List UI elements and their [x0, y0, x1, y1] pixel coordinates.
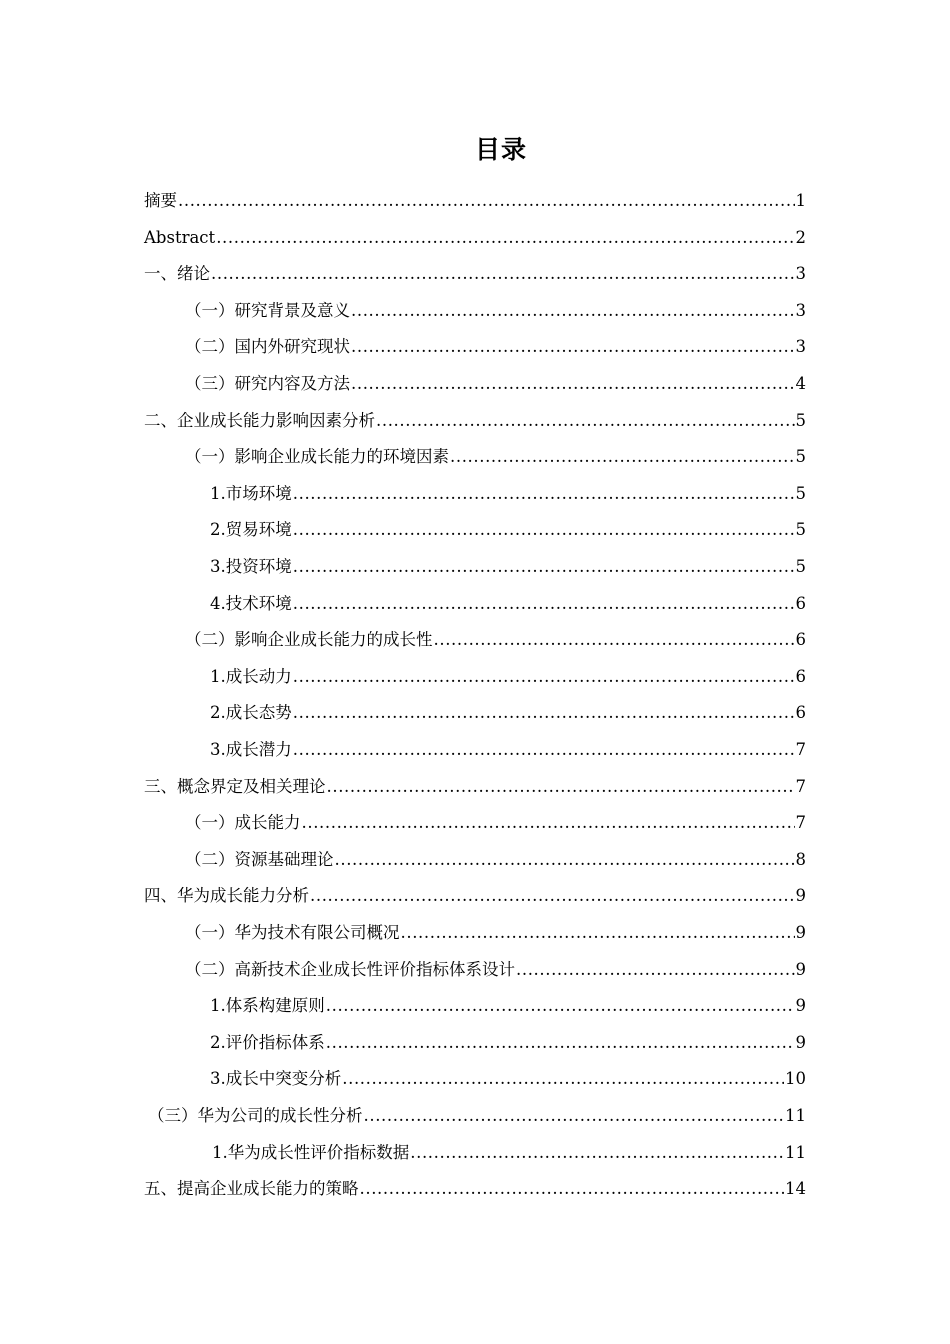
- toc-entry[interactable]: [210, 477, 806, 505]
- toc-page-number: 11: [785, 1106, 806, 1125]
- toc-entry-label: （三）华为公司的成长性分析: [148, 1106, 363, 1125]
- toc-entry-label: 摘要: [144, 191, 177, 210]
- toc-entry-label: 3.成长中突变分析: [210, 1069, 342, 1089]
- toc-dot-leader: [326, 1032, 795, 1054]
- toc-page-number: 9: [795, 886, 806, 906]
- toc-dot-leader: [364, 1105, 785, 1127]
- toc-page-number: 14: [785, 1179, 806, 1199]
- toc-entry-label: 1.市场环境: [210, 483, 292, 503]
- toc-dot-leader: [293, 483, 795, 505]
- toc-page-number: 1: [795, 191, 806, 210]
- toc-entry-label: 二、企业成长能力影响因素分析: [144, 410, 375, 430]
- toc-dot-leader: [293, 666, 795, 688]
- toc-dot-leader: [342, 1068, 784, 1090]
- toc-dot-leader: [327, 776, 795, 798]
- toc-page-number: 9: [795, 1032, 806, 1052]
- toc-entry[interactable]: [212, 1136, 806, 1164]
- toc-entry[interactable]: [185, 367, 806, 395]
- toc-entry[interactable]: [210, 660, 806, 688]
- toc-entry-label: （二）资源基础理论: [185, 849, 334, 869]
- toc-page-number: 6: [795, 703, 806, 723]
- toc-page-number: 5: [795, 557, 806, 576]
- toc-page-number: 10: [785, 1069, 806, 1089]
- toc-page-number: 5: [795, 520, 806, 540]
- toc-entry[interactable]: [210, 989, 806, 1017]
- toc-entry-label: （一）成长能力: [185, 813, 301, 833]
- toc-entry[interactable]: [210, 1026, 806, 1054]
- toc-page-number: 3: [795, 337, 806, 357]
- toc-dot-leader: [293, 702, 795, 724]
- toc-dot-leader: [516, 959, 795, 981]
- toc-entry[interactable]: [144, 221, 806, 249]
- toc-entry[interactable]: [210, 696, 806, 724]
- toc-entry[interactable]: [144, 770, 806, 798]
- toc-dot-leader: [434, 629, 795, 651]
- toc-entry[interactable]: [185, 953, 806, 981]
- toc-entry[interactable]: [148, 1099, 806, 1127]
- toc-page-number: 6: [795, 630, 806, 650]
- toc-dot-leader: [326, 995, 795, 1017]
- toc-page-number: 7: [795, 776, 806, 796]
- toc-title: 目录: [474, 135, 527, 164]
- toc-entry-label: 1.成长动力: [210, 666, 292, 686]
- toc-entry-label: （一）研究背景及意义: [185, 300, 350, 320]
- toc-dot-leader: [216, 227, 794, 249]
- toc-dot-leader: [376, 410, 795, 432]
- toc-entry[interactable]: [185, 623, 806, 651]
- toc-entry-label: Abstract: [144, 227, 216, 247]
- toc-entry[interactable]: [210, 733, 806, 761]
- toc-entry-label: 四、华为成长能力分析: [144, 886, 309, 906]
- toc-page-number: 7: [795, 740, 806, 759]
- toc-dot-leader: [335, 849, 795, 871]
- toc-entry-label: 一、绪论: [144, 264, 210, 284]
- toc-page-number: 9: [795, 959, 806, 979]
- toc-page-number: 3: [795, 300, 806, 320]
- toc-entry[interactable]: [185, 330, 806, 358]
- toc-dot-leader: [293, 593, 795, 615]
- toc-page-number: 3: [795, 264, 806, 284]
- toc-entry[interactable]: [144, 404, 806, 432]
- toc-page-number: 5: [795, 483, 806, 503]
- toc-page-number: 7: [795, 813, 806, 833]
- toc-dot-leader: [310, 885, 795, 907]
- toc-entry[interactable]: [185, 440, 806, 468]
- toc-entry-label: （一）华为技术有限公司概况: [185, 923, 400, 942]
- toc-dot-leader: [351, 336, 795, 358]
- toc-entry[interactable]: [210, 587, 806, 615]
- toc-page-number: 5: [795, 410, 806, 430]
- toc-entry-label: 3.成长潜力: [210, 740, 292, 759]
- toc-entry-label: （三）研究内容及方法: [185, 374, 350, 393]
- toc-dot-leader: [293, 556, 795, 578]
- toc-dot-leader: [293, 739, 795, 761]
- toc-dot-leader: [302, 812, 795, 834]
- toc-page-number: 8: [795, 849, 806, 869]
- toc-dot-leader: [351, 300, 795, 322]
- toc-page-number: 6: [795, 593, 806, 613]
- toc-entry-label: 1.体系构建原则: [210, 996, 325, 1016]
- toc-entry[interactable]: [185, 843, 806, 871]
- toc-entry[interactable]: [144, 184, 806, 212]
- toc-entry[interactable]: [210, 513, 806, 541]
- toc-entry-label: 2.评价指标体系: [210, 1032, 325, 1052]
- toc-page-number: 5: [795, 447, 806, 467]
- toc-entry-label: 三、概念界定及相关理论: [144, 776, 326, 796]
- toc-dot-leader: [178, 190, 795, 212]
- toc-dot-leader: [211, 263, 795, 285]
- toc-dot-leader: [410, 1142, 784, 1164]
- toc-entry[interactable]: [210, 550, 806, 578]
- toc-entry-label: 3.投资环境: [210, 557, 292, 576]
- toc-entry[interactable]: [185, 294, 806, 322]
- toc-page-number: 6: [795, 666, 806, 686]
- toc-entry-label: （一）影响企业成长能力的环境因素: [185, 447, 449, 467]
- toc-entry[interactable]: [185, 916, 806, 944]
- toc-entry[interactable]: [185, 806, 806, 834]
- toc-page-number: 9: [795, 996, 806, 1016]
- toc-entry-label: 2.贸易环境: [210, 520, 292, 540]
- toc-dot-leader: [401, 922, 795, 944]
- toc-entry[interactable]: [144, 257, 806, 285]
- toc-page-number: 11: [785, 1142, 806, 1162]
- toc-entry[interactable]: [144, 1172, 806, 1200]
- toc-dot-leader: [293, 519, 795, 541]
- toc-dot-leader: [351, 373, 795, 395]
- toc-dot-leader: [360, 1178, 785, 1200]
- toc-dot-leader: [450, 446, 795, 468]
- toc-entry-label: 2.成长态势: [210, 703, 292, 723]
- toc-entry[interactable]: [210, 1062, 806, 1090]
- toc-entry-label: （二）国内外研究现状: [185, 337, 350, 357]
- toc-entry[interactable]: [144, 879, 806, 907]
- toc-page-number: 4: [795, 374, 806, 393]
- toc-entry-label: （二）影响企业成长能力的成长性: [185, 630, 433, 650]
- toc-page-number: 9: [795, 923, 806, 942]
- toc-entry-label: 4.技术环境: [210, 593, 292, 613]
- toc-entry-label: 1.华为成长性评价指标数据: [212, 1142, 410, 1162]
- toc-page-number: 2: [795, 227, 806, 247]
- toc-entry-label: （二）高新技术企业成长性评价指标体系设计: [185, 959, 515, 979]
- toc-entry-label: 五、提高企业成长能力的策略: [144, 1179, 359, 1199]
